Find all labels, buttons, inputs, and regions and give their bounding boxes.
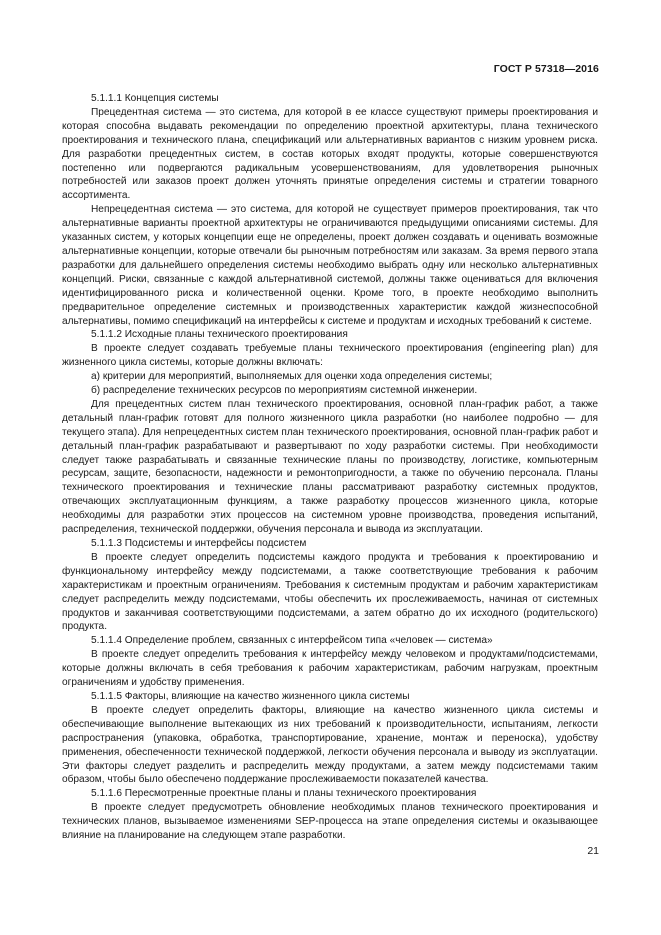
paragraph: В проекте следует определить факторы, влияющие на качество жизненного цикла системы и обеспечивающие выполнение вытекающих из них требований к производительности, испытаниям, легкости распространения (упаковка, обработка, транспортирование, хранение, монтаж и переноска), удобству применения, обеспеченности технической поддержкой, легкости обучения персонала и выводу из эксплуатации. Эти факторы следует разделить и распределить между продуктами, а затем между подсистемами таким образом, чтобы было обеспечено поддержание прослеживаемости показателей качества. [62, 704, 598, 786]
paragraph: Для прецедентных систем план технического проектирования, основной план-график работ, а также детальный план-график готовят для полного жизненного цикла разработки (но наиболее подробно — для текущего этапа). Для непрецедентных систем план технического проектирования, основной план-график работ и детальный план-график разрабатывают и развертывают по ходу разработки системы. При необходимости следует также разрабатывать и связанные технические планы по производству, логистике, компьютерным ресурсам, защите, безопасности, надежности и ремонтопригодности, а также по обучению персонала. Планы технического проектирования и технические планы рассматривают разработку системных продуктов, отвечающих эксплуатационным функциям, а также разработку процессов жизненного цикла, которые необходимы для разработки этих процессов на системном уровне производства, проведения испытаний, распределения, технической поддержки, обучения персонала и вывода из эксплуатации. [62, 398, 598, 536]
paragraph: Непрецедентная система — это система, для которой не существует примеров проектирования, так что альтернативные варианты проектной архитектуры не ограничиваются предыдущими описаниями системы. Для указанных систем, у которых концепции еще не определены, проект должен создавать и оценивать возможные альтернативные концепции, которые отвечали бы рыночным потребностям или заказам. За время первого этапа разработки для дальнейшего определения системы необходимо выбрать одну или несколько альтернативных концепций. Риски, связанные с каждой альтернативной системой, должны также оцениваться для включения идентифицированного риска и количественной оценки. Кроме того, в проекте необходимо выполнить предварительное определение системных и производственных характеристик каждой жизнеспособной альтернативы, помимо спецификаций на интерфейсы к системе и продуктам и исходных требований к системе. [62, 204, 598, 327]
list-item: а) критерии для мероприятий, выполняемых для оценки хода определения системы; [91, 371, 493, 383]
section-heading-human-system: 5.1.1.4 Определение проблем, связанных с интерфейсом типа «человек — система» [91, 635, 493, 647]
document-header: ГОСТ Р 57318—2016 [493, 63, 599, 75]
document-body [62, 92, 598, 843]
section-heading-revised-plans: 5.1.1.6 Пересмотренные проектные планы и планы технического проектирования [91, 788, 477, 800]
paragraph: В проекте следует создавать требуемые планы технического проектирования (engineering plan) для жизненного цикла системы, которые должны включать: [62, 343, 598, 369]
section-heading-quality-factors: 5.1.1.5 Факторы, влияющие на качество жизненного цикла системы [91, 690, 410, 702]
list-item: б) распределение технических ресурсов по мероприятиям системной инженерии. [91, 385, 478, 397]
paragraph: В проекте следует определить требования к интерфейсу между человеком и продуктами/подсистемами, которые должны включать в себя требования к рабочим характеристикам, рабочим нагрузкам, проектным ограничениям и удобству применения. [62, 649, 598, 689]
section-heading-plans: 5.1.1.2 Исходные планы технического проектирования [91, 329, 348, 341]
paragraph: В проекте следует предусмотреть обновление необходимых планов технического проектирования и технических планов, вызываемое изменениями SEP-процесса на этапе определения системы и оказывающее влияние на планирование на следующем этапе разработки. [62, 802, 598, 842]
section-heading-concept: 5.1.1.1 Концепция системы [91, 93, 219, 104]
paragraph: В проекте следует определить подсистемы каждого продукта и требования к проектированию и функциональному интерфейсу между подсистемами, а также соответствующие требования к рабочим характеристикам и проектным ограничениям. Требования к системным продуктам и рабочим характеристикам следует распределить между подсистемами, чтобы обеспечить их прослеживаемость, начиная от системных продуктов и заканчивая соответствующими подсистемами, а затем обратно до их исходного (родительского) продукта. [62, 551, 598, 633]
page-number: 21 [587, 845, 599, 857]
section-heading-subsystems: 5.1.1.3 Подсистемы и интерфейсы подсистем [91, 538, 307, 549]
paragraph: Прецедентная система — это система, для которой в ее классе существуют примеры проектирования и которая способна выдавать рекомендации по определению проектной архитектуры, плана технического проектирования и технического плана, спецификаций или альтернативных вариантов с низким уровнем риска. Для разработки прецедентных систем, в состав которых входят продукты, которые совершенствуются постепенно или подвергаются радикальным усовершенствованиям, для удовлетворения рыночных потребностей или заказов проект должен уточнять принятые определения системы и стратегии товарного ассортимента. [62, 106, 598, 202]
